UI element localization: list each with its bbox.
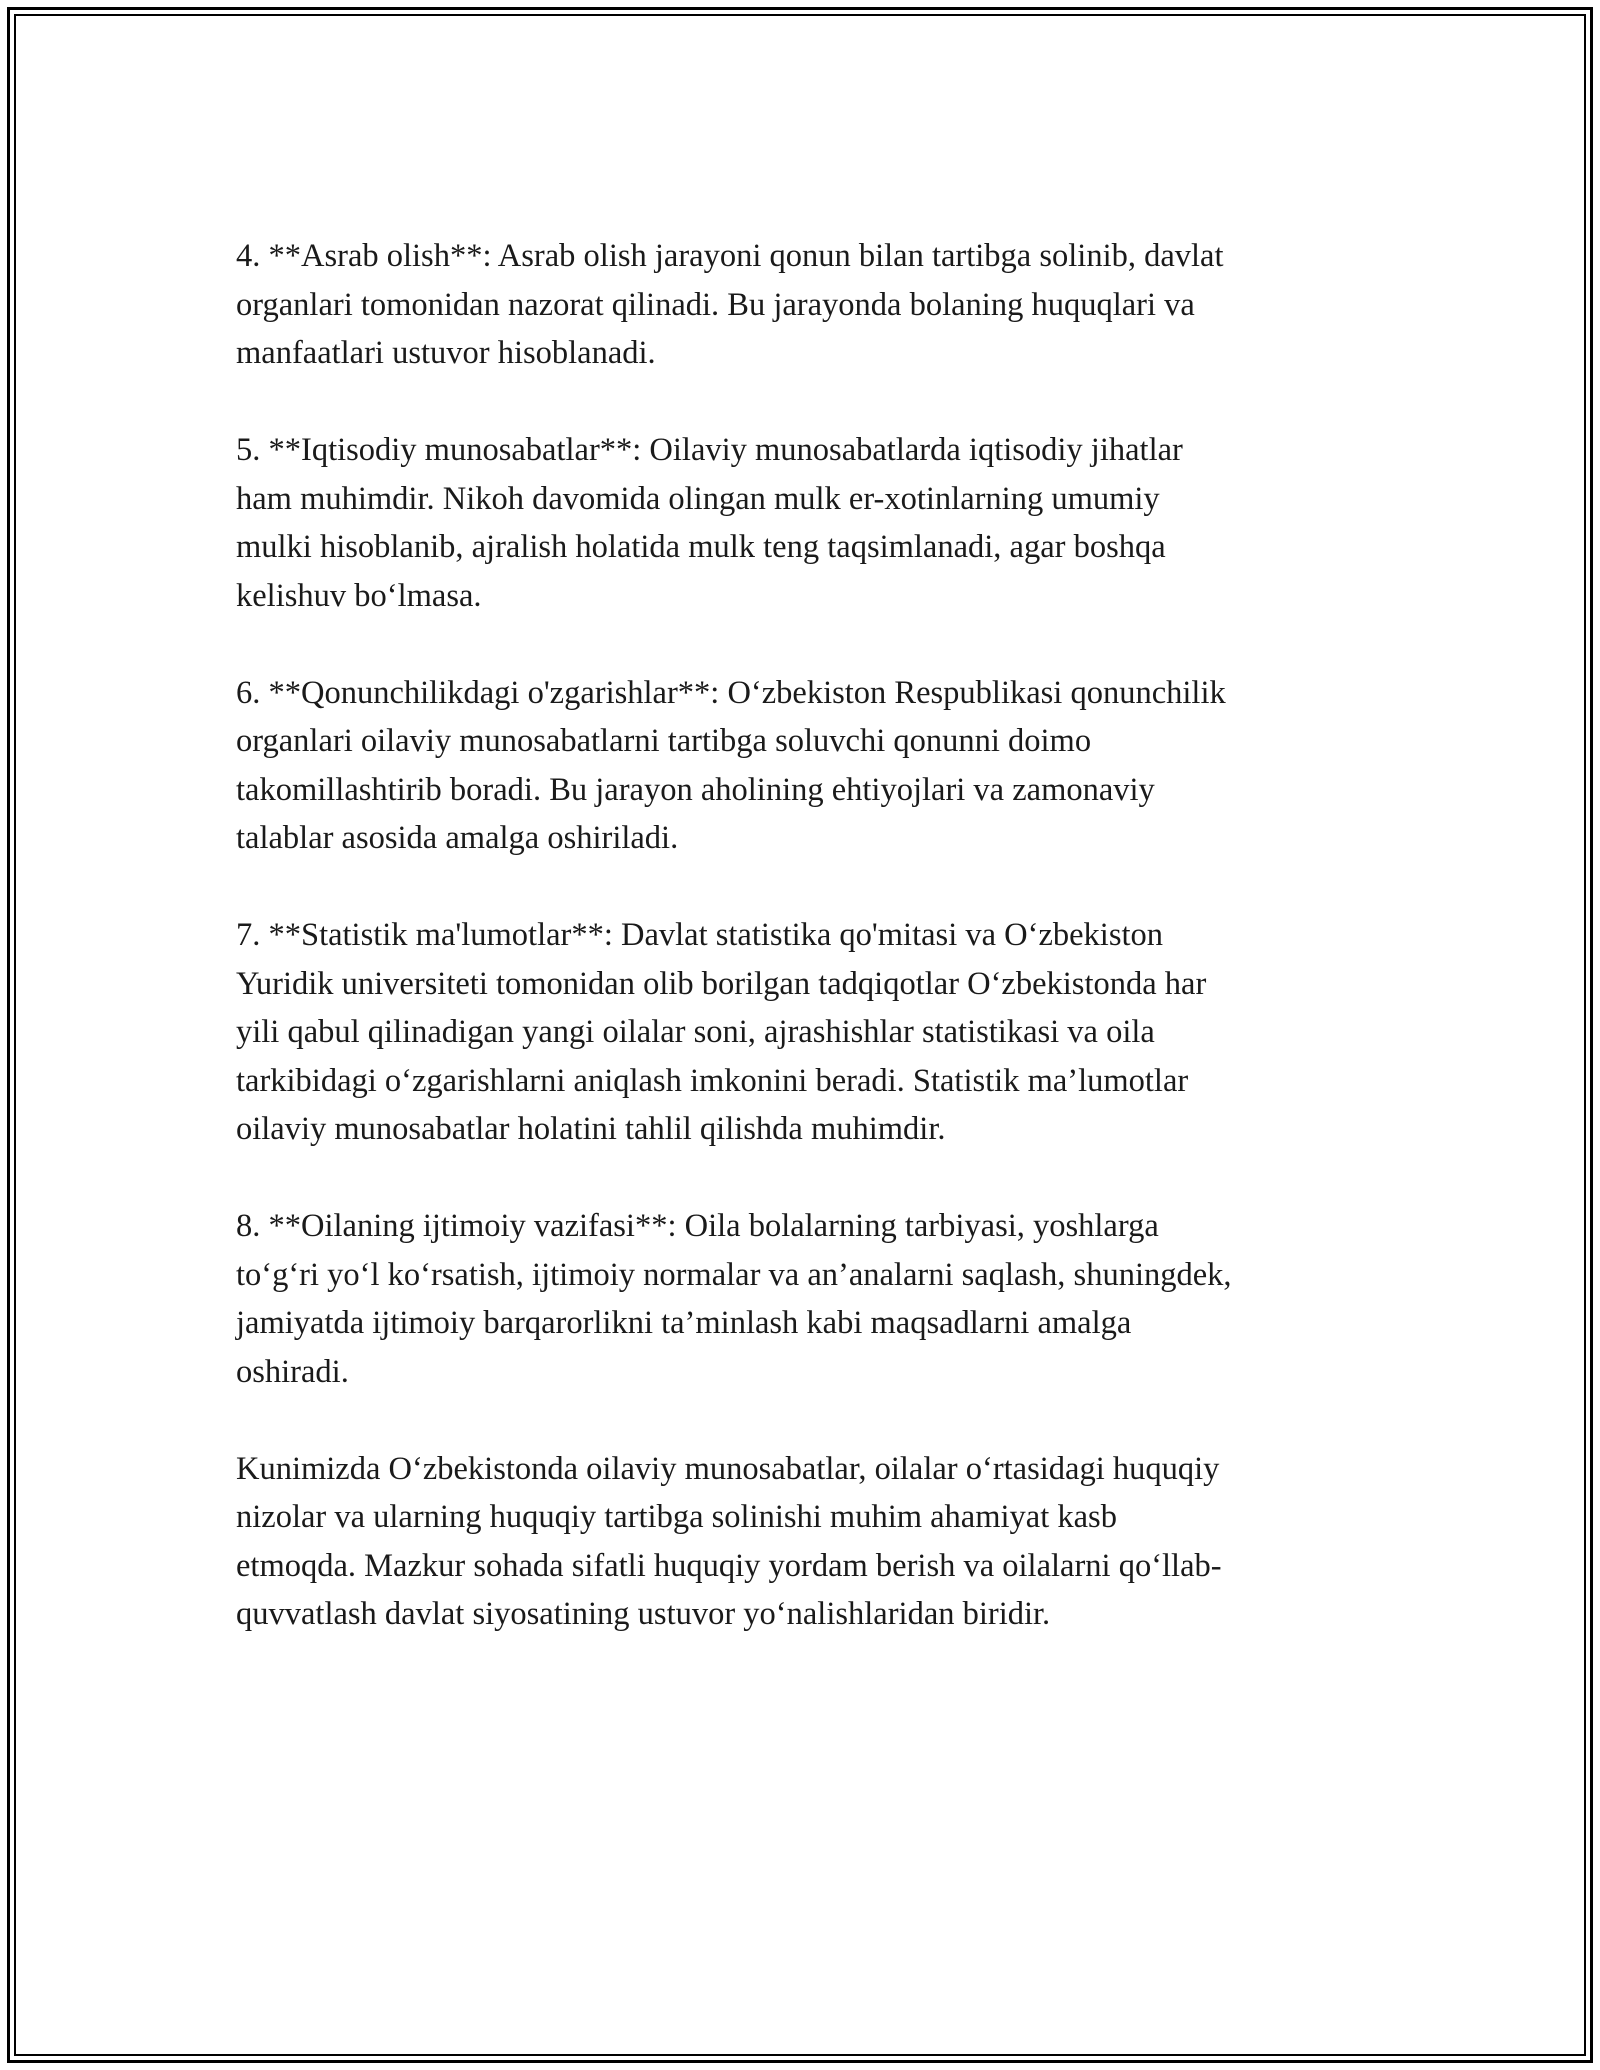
- text-line: toʻgʻri yoʻl koʻrsatish, ijtimoiy normalar va an’analarni saqlash, shuningdek,: [236, 1256, 1232, 1293]
- text-line: yili qabul qilinadigan yangi oilalar soni, ajrashishlar statistikasi va oila: [236, 1014, 1155, 1050]
- text-line: jamiyatda ijtimoiy barqarorlikni ta’minlash kabi maqsadlarni amalga: [236, 1305, 1132, 1341]
- text-line: mulki hisoblanib, ajralish holatida mulk teng taqsimlanadi, agar boshqa: [236, 529, 1166, 565]
- text-line: ham muhimdir. Nikoh davomida olingan mulk er-xotinlarning umumiy: [236, 480, 1160, 517]
- text-line: organlari oilaviy munosabatlarni tartibga soluvchi qonunni doimo: [236, 723, 1092, 759]
- text-line: nizolar va ularning huquqiy tartibga solinishi muhim ahamiyat kasb: [236, 1499, 1117, 1535]
- text-line: Kunimizda Oʻzbekistonda oilaviy munosabatlar, oilalar oʻrtasidagi huquqiy: [236, 1450, 1220, 1487]
- text-line: organlari tomonidan nazorat qilinadi. Bu jarayonda bolaning huquqlari va: [236, 286, 1195, 323]
- text-line: etmoqda. Mazkur sohada sifatli huquqiy yordam berish va oilalarni qoʻllab-: [236, 1547, 1222, 1584]
- text-line: oilaviy munosabatlar holatini tahlil qilishda muhimdir.: [236, 1111, 946, 1147]
- text-line: Yuridik universiteti tomonidan olib borilgan tadqiqotlar Oʻzbekistonda har: [236, 965, 1207, 1002]
- text-line: manfaatlari ustuvor hisoblanadi.: [236, 335, 656, 371]
- text-line: 8. **Oilaning ijtimoiy vazifasi**: Oila bolalarning tarbiyasi, yoshlarga: [236, 1208, 1159, 1244]
- paragraph-conclusion: [236, 1445, 1366, 1639]
- paragraph-qonunchilikdagi-ozgarishlar: [236, 669, 1366, 863]
- text-line: 4. **Asrab olish**: Asrab olish jarayoni qonun bilan tartibga solinib, davlat: [236, 238, 1224, 274]
- text-line: takomillashtirib boradi. Bu jarayon aholining ehtiyojlari va zamonaviy: [236, 771, 1155, 808]
- paragraph-asrab-olish: [236, 232, 1366, 378]
- paragraph-statistik-malumotlar: [236, 911, 1366, 1154]
- text-line: 7. **Statistik ma'lumotlar**: Davlat statistika qo'mitasi va Oʻzbekiston: [236, 917, 1163, 953]
- document-body: [236, 232, 1366, 1687]
- paragraph-iqtisodiy-munosabatlar: [236, 426, 1366, 620]
- text-line: talablar asosida amalga oshiriladi.: [236, 820, 679, 856]
- text-line: quvvatlash davlat siyosatining ustuvor yoʻnalishlaridan biridir.: [236, 1596, 1051, 1632]
- text-line: tarkibidagi oʻzgarishlarni aniqlash imkonini beradi. Statistik ma’lumotlar: [236, 1062, 1189, 1099]
- text-line: 6. **Qonunchilikdagi o'zgarishlar**: Oʻzbekiston Respublikasi qonunchilik: [236, 674, 1226, 711]
- text-line: kelishuv boʻlmasa.: [236, 577, 482, 614]
- paragraph-oilaning-ijtimoiy-vazifasi: [236, 1202, 1366, 1396]
- text-line: 5. **Iqtisodiy munosabatlar**: Oilaviy munosabatlarda iqtisodiy jihatlar: [236, 432, 1183, 468]
- text-line: oshiradi.: [236, 1353, 349, 1390]
